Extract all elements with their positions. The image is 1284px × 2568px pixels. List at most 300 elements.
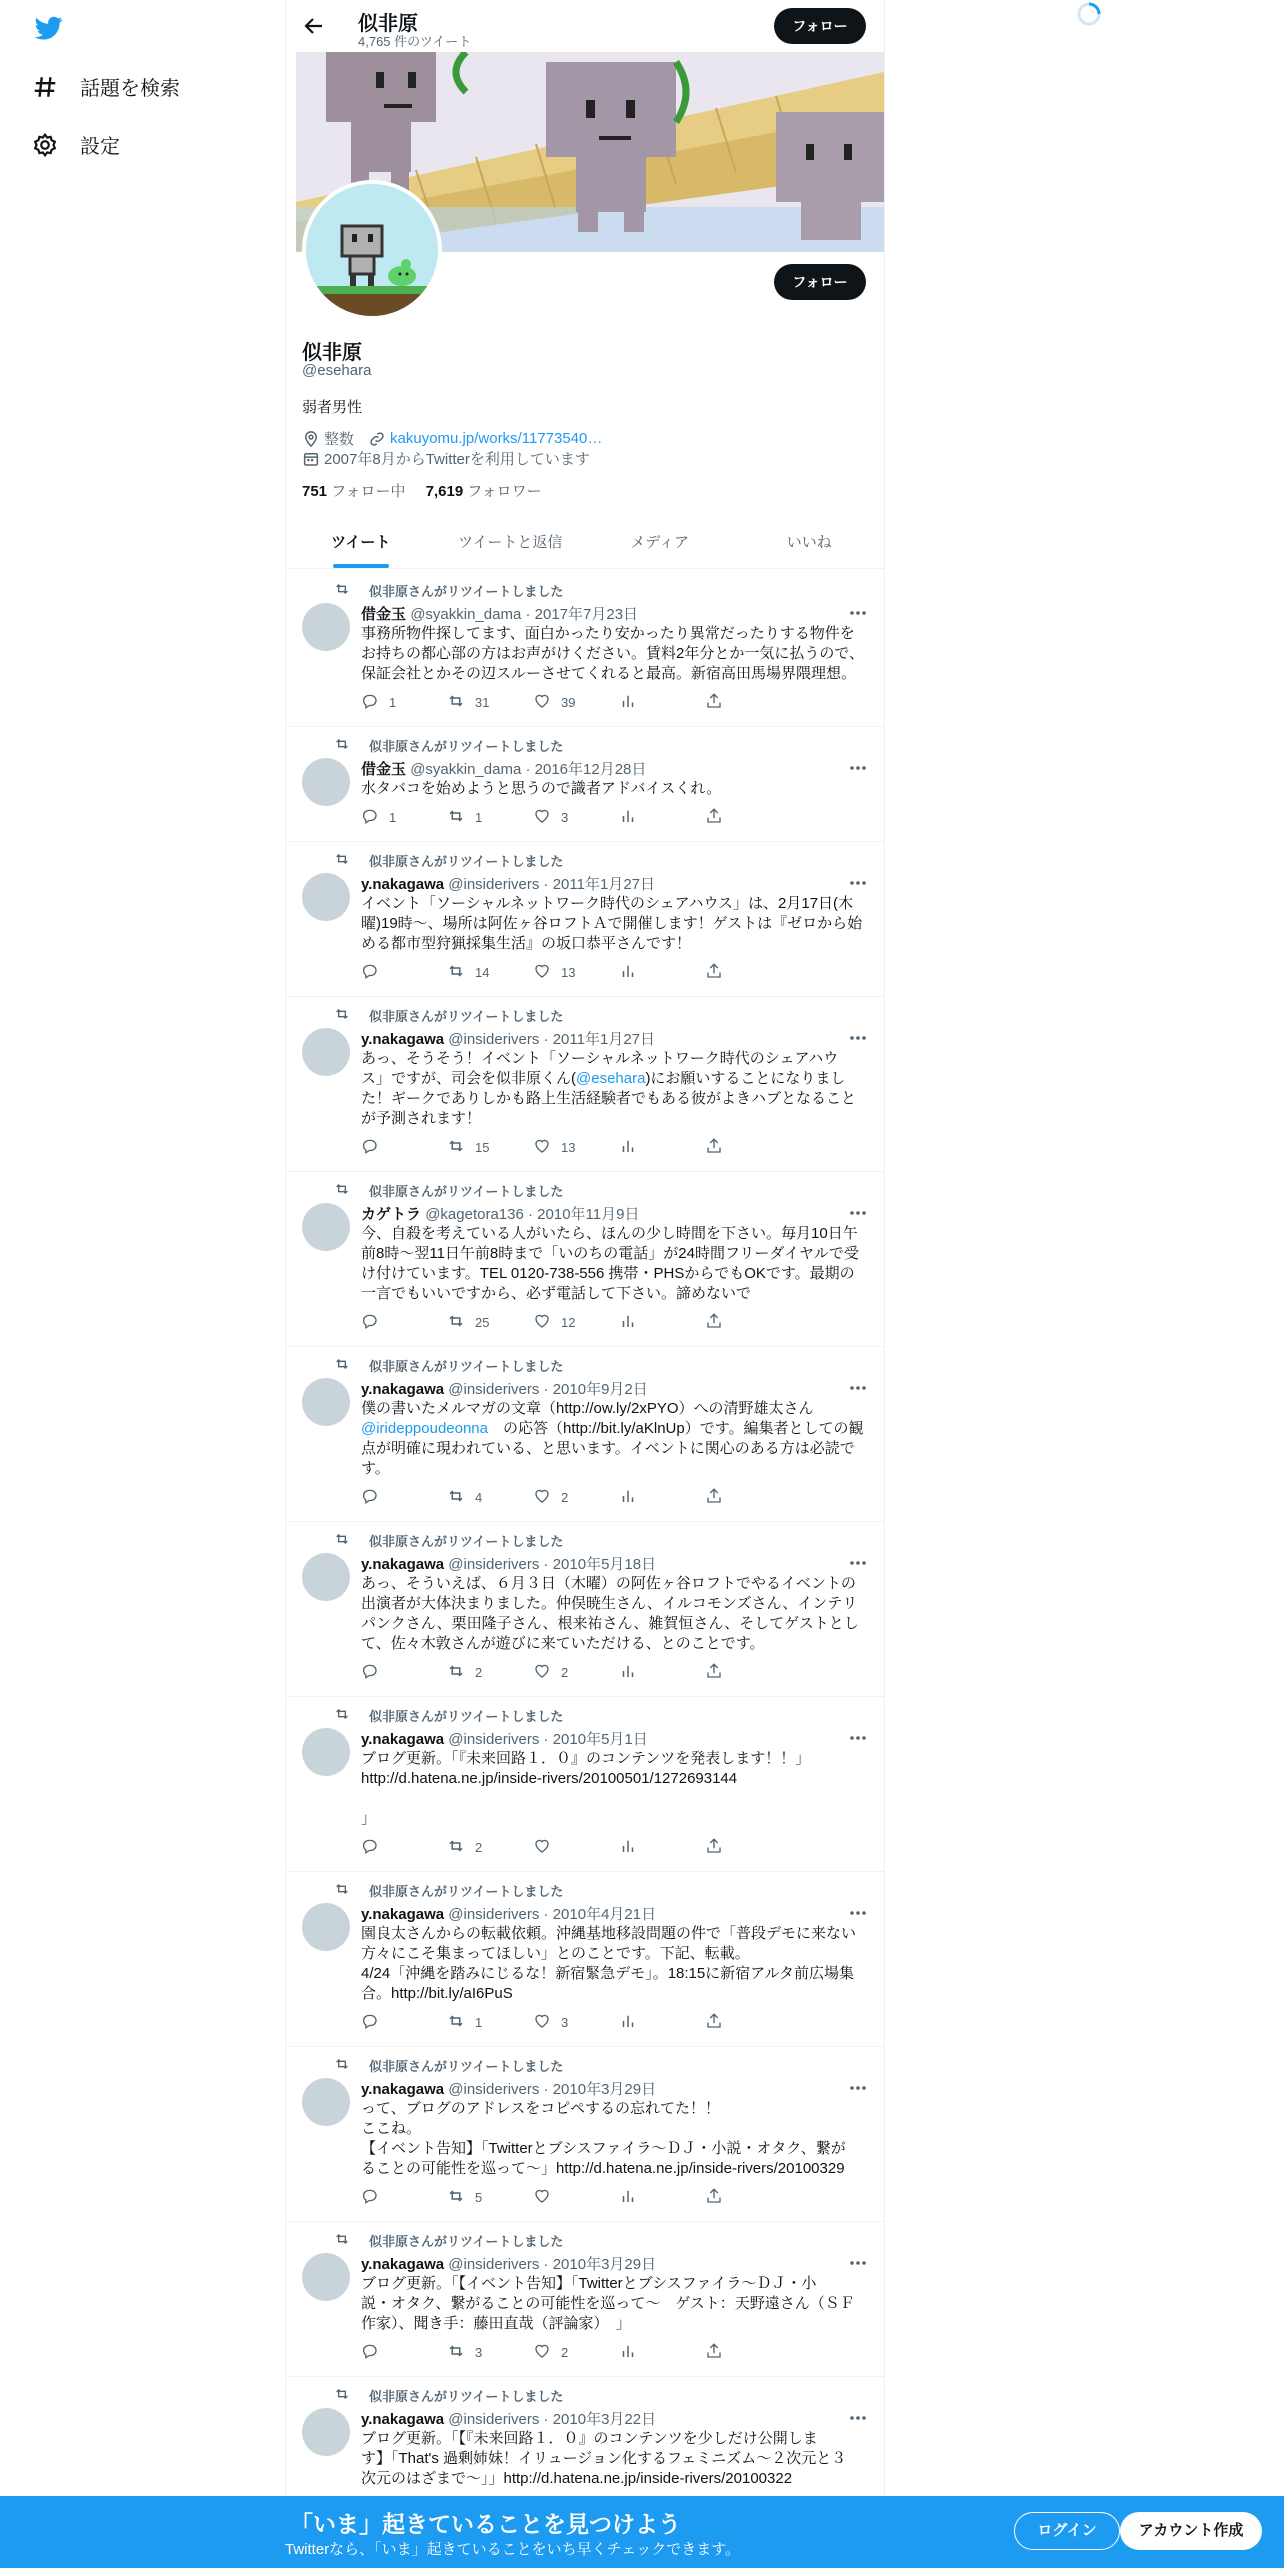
retweet-button[interactable] bbox=[447, 1312, 533, 1332]
tweet-text: ブログ更新。「【『未来回路１．０』のコンテンツを少しだけ公開しま す】「That's 過剰姉妹！イリュージョン化するフェミニズム～２次元と３ 次元のはざまで～」」http://d.hatena.ne.jp/inside-rivers/20100322 bbox=[361, 2430, 847, 2487]
tweet-avatar[interactable] bbox=[302, 1553, 350, 1601]
tweet[interactable] bbox=[286, 1172, 884, 1347]
analytics-icon bbox=[619, 2012, 637, 2033]
analytics-button[interactable] bbox=[619, 1137, 705, 1157]
retweet-label-text: 似非原さんがリツイートしました bbox=[369, 2234, 564, 2249]
main-column bbox=[285, 0, 885, 2568]
share-button[interactable] bbox=[705, 807, 791, 827]
reply-button[interactable] bbox=[361, 962, 447, 982]
more-options-icon[interactable] bbox=[848, 2253, 868, 2273]
retweet-count: 2 bbox=[475, 1664, 483, 1680]
tweet-author-name[interactable]: y.nakagawa bbox=[361, 2256, 445, 2273]
reply-icon bbox=[361, 1312, 379, 1333]
share-button[interactable] bbox=[705, 692, 791, 712]
profile-tabs bbox=[286, 516, 884, 569]
like-count: 13 bbox=[561, 964, 576, 980]
retweet-button[interactable] bbox=[447, 1137, 533, 1157]
reply-icon bbox=[361, 807, 379, 828]
tweet-author-handle[interactable]: @insiderivers bbox=[448, 876, 540, 893]
tweet-date[interactable]: 2010年11月9日 bbox=[537, 1206, 640, 1223]
reply-icon bbox=[361, 1662, 379, 1683]
tweet-avatar[interactable] bbox=[302, 1728, 350, 1776]
tweet-actions bbox=[361, 807, 791, 827]
retweet-count: 1 bbox=[475, 2014, 483, 2030]
reply-button[interactable] bbox=[361, 1662, 447, 1682]
share-icon bbox=[705, 1487, 723, 1508]
retweet-label bbox=[361, 851, 563, 870]
like-button[interactable] bbox=[533, 1487, 619, 1507]
analytics-icon bbox=[619, 962, 637, 983]
tweet-author-name[interactable]: y.nakagawa bbox=[361, 876, 445, 893]
followers-link[interactable] bbox=[426, 483, 542, 500]
tweet-date[interactable]: 2017年7月23日 bbox=[534, 606, 639, 623]
retweet-label bbox=[361, 1706, 563, 1725]
tab-tweets[interactable]: ツイート bbox=[286, 516, 436, 568]
tweet[interactable] bbox=[286, 997, 884, 1172]
following-count: 751 bbox=[302, 483, 328, 500]
tweet-actions bbox=[361, 962, 791, 982]
like-count: 2 bbox=[561, 1489, 569, 1505]
like-button[interactable] bbox=[533, 1312, 619, 1332]
heart-icon bbox=[533, 1312, 551, 1333]
heart-icon bbox=[533, 2342, 551, 2363]
profile-joined: 2007年8月からTwitterを利用しています bbox=[324, 451, 590, 468]
reply-button[interactable] bbox=[361, 2012, 447, 2032]
like-button[interactable] bbox=[533, 2342, 619, 2362]
tweet-date[interactable]: 2010年3月29日 bbox=[552, 2256, 657, 2273]
tweet-author-name[interactable]: 借金玉 bbox=[361, 761, 407, 778]
nav-settings[interactable] bbox=[32, 130, 120, 159]
retweet-count: 5 bbox=[475, 2189, 483, 2205]
analytics-button[interactable] bbox=[619, 2012, 705, 2032]
mention-link[interactable]: @irideppoudeonna bbox=[361, 1420, 488, 1437]
share-button[interactable] bbox=[705, 1487, 791, 1507]
tweet[interactable] bbox=[286, 1872, 884, 2047]
reply-button[interactable] bbox=[361, 1837, 447, 1857]
tweet-author-handle[interactable]: @insiderivers bbox=[448, 1906, 540, 1923]
tweet-author-handle[interactable]: @insiderivers bbox=[448, 1731, 540, 1748]
more-options-icon[interactable] bbox=[848, 2078, 868, 2098]
retweet-label-text: 似非原さんがリツイートしました bbox=[369, 584, 564, 599]
tweet-date[interactable]: 2011年1月27日 bbox=[552, 876, 656, 893]
tweet-date[interactable]: 2010年3月22日 bbox=[552, 2411, 657, 2428]
share-icon bbox=[705, 807, 723, 828]
retweet-count: 25 bbox=[475, 1314, 490, 1330]
twitter-logo-icon[interactable] bbox=[34, 14, 64, 42]
tweet-actions bbox=[361, 1837, 791, 1857]
tweet-author-name[interactable]: y.nakagawa bbox=[361, 1381, 445, 1398]
retweet-count: 4 bbox=[475, 1489, 483, 1505]
tweet-date[interactable]: 2010年5月18日 bbox=[552, 1556, 657, 1573]
like-button[interactable] bbox=[533, 692, 619, 712]
retweet-icon bbox=[447, 1837, 465, 1858]
more-options-icon[interactable] bbox=[848, 1378, 868, 1398]
share-button[interactable] bbox=[705, 1837, 791, 1857]
tweet-avatar[interactable] bbox=[302, 873, 350, 921]
share-icon bbox=[705, 1312, 723, 1333]
back-arrow-icon[interactable] bbox=[302, 14, 326, 38]
link-icon bbox=[368, 430, 386, 448]
retweet-label-text: 似非原さんがリツイートしました bbox=[369, 1184, 564, 1199]
tweet[interactable] bbox=[286, 2222, 884, 2377]
analytics-icon bbox=[619, 2187, 637, 2208]
more-options-icon[interactable] bbox=[848, 1553, 868, 1573]
tweet-text: 水タバコを始めようと思うので識者アドバイスくれ。 bbox=[361, 780, 722, 797]
tweet-avatar[interactable] bbox=[302, 2078, 350, 2126]
retweet-label-text: 似非原さんがリツイートしました bbox=[369, 739, 564, 754]
tweet-header: y.nakagawa @insiderivers · 2011年1月27日 bbox=[361, 876, 656, 893]
analytics-button[interactable] bbox=[619, 692, 705, 712]
share-button[interactable] bbox=[705, 2012, 791, 2032]
retweet-button[interactable] bbox=[447, 2187, 533, 2207]
retweet-label-text: 似非原さんがリツイートしました bbox=[369, 1009, 564, 1024]
tweet-avatar[interactable] bbox=[302, 2253, 350, 2301]
reply-icon bbox=[361, 2012, 379, 2033]
tweet-author-handle[interactable]: @insiderivers bbox=[448, 1556, 540, 1573]
like-count: 12 bbox=[561, 1314, 576, 1330]
heart-icon bbox=[533, 807, 551, 828]
retweet-icon bbox=[447, 2012, 465, 2033]
tweet-header: y.nakagawa @insiderivers · 2010年5月1日 bbox=[361, 1731, 648, 1748]
tweet-actions bbox=[361, 1662, 791, 1682]
tweet-header: 借金玉 @syakkin_dama · 2017年7月23日 bbox=[361, 606, 639, 623]
topbar-tweet-count: 4,765 件のツイート bbox=[358, 34, 472, 49]
reply-icon bbox=[361, 2342, 379, 2363]
tweet-date[interactable]: 2011年1月27日 bbox=[552, 1031, 656, 1048]
retweet-icon bbox=[447, 1487, 465, 1508]
tab-tweets-and-replies[interactable]: ツイートと返信 bbox=[458, 534, 563, 551]
share-icon bbox=[705, 1662, 723, 1683]
tweet-text: って、ブログのアドレスをコピペするの忘れてた！！ ここね。 【イベント告知】「Twitterとブシスファイラ～ＤＪ・小説・オタク、繋が ることの可能性を巡って～」http://d.hatena.ne.jp/inside-rivers/20100329 bbox=[361, 2100, 846, 2177]
profile-follow-button[interactable]: フォロー bbox=[774, 264, 866, 300]
profile-avatar[interactable] bbox=[302, 180, 442, 320]
tweet-author-name[interactable]: y.nakagawa bbox=[361, 1556, 445, 1573]
signup-banner-subtitle: Twitterなら、「いま」起きていることをいち早くチェックできます。 bbox=[285, 2541, 741, 2558]
reply-button[interactable] bbox=[361, 807, 447, 827]
tweet-avatar[interactable] bbox=[302, 603, 350, 651]
analytics-button[interactable] bbox=[619, 1312, 705, 1332]
retweet-label-text: 似非原さんがリツイートしました bbox=[369, 2059, 564, 2074]
heart-icon bbox=[533, 692, 551, 713]
tab-likes[interactable]: いいね bbox=[786, 534, 832, 551]
like-button[interactable] bbox=[533, 2012, 619, 2032]
reply-count: 1 bbox=[389, 694, 397, 710]
profile-handle: @esehara bbox=[302, 362, 372, 379]
more-options-icon[interactable] bbox=[848, 1728, 868, 1748]
share-icon bbox=[705, 2012, 723, 2033]
more-options-icon[interactable] bbox=[848, 1203, 868, 1223]
retweet-count: 2 bbox=[475, 1839, 483, 1855]
tweet-text: 今、自殺を考えている人がいたら、ほんの少し時間を下さい。毎月10日午 前8時～翌11日午前8時まで「いのちの電話」が24時間フリーダイヤルで受 け付けています。TEL 0120-738-556 携帯・PHSからでもOKです。最期の 一言でもいいですから、必ず電話して下さい。諦めないで bbox=[361, 1225, 859, 1302]
retweet-button[interactable] bbox=[447, 1487, 533, 1507]
reply-icon bbox=[361, 1837, 379, 1858]
retweet-icon bbox=[447, 2187, 465, 2208]
retweet-label-text: 似非原さんがリツイートしました bbox=[369, 854, 564, 869]
tweet-author-name[interactable]: y.nakagawa bbox=[361, 1031, 445, 1048]
nav-settings-label: 設定 bbox=[80, 136, 120, 158]
heart-icon bbox=[533, 1137, 551, 1158]
tweet-actions bbox=[361, 2187, 791, 2207]
analytics-icon bbox=[619, 1137, 637, 1158]
tweet-text: 僕の書いたメルマガの文章（http://ow.ly/2xPYO）への清野雄太さん @irideppoudeonna の応答（http://bit.ly/aKlnUp）です。編集者としての観 点が明確に現われている、と思います。イベントに関心のある方は必読で す。 bbox=[361, 1400, 864, 1477]
analytics-button[interactable] bbox=[619, 1662, 705, 1682]
tweet-header: y.nakagawa @insiderivers · 2011年1月27日 bbox=[361, 1031, 656, 1048]
mention-link[interactable]: @esehara bbox=[576, 1070, 646, 1087]
retweet-button[interactable] bbox=[447, 2342, 533, 2362]
share-button[interactable] bbox=[705, 2342, 791, 2362]
signup-banner-title: 「いま」起きていることを見つけよう bbox=[290, 2511, 681, 2537]
like-count: 3 bbox=[561, 2014, 569, 2030]
tweet[interactable] bbox=[286, 1347, 884, 1522]
retweet-label bbox=[361, 1006, 563, 1025]
tweet-author-name[interactable]: y.nakagawa bbox=[361, 2081, 445, 2098]
tweet-date[interactable]: 2010年4月21日 bbox=[552, 1906, 657, 1923]
like-button[interactable] bbox=[533, 1837, 619, 1857]
retweet-count: 15 bbox=[475, 1139, 490, 1155]
profile-name: 似非原 bbox=[302, 342, 362, 364]
reply-icon bbox=[361, 1137, 379, 1158]
heart-icon bbox=[533, 1662, 551, 1683]
retweet-label bbox=[361, 1181, 563, 1200]
tweet-avatar[interactable] bbox=[302, 1028, 350, 1076]
signup-button[interactable]: アカウント作成 bbox=[1120, 2512, 1262, 2550]
share-button[interactable] bbox=[705, 962, 791, 982]
analytics-icon bbox=[619, 807, 637, 828]
retweet-label-text: 似非原さんがリツイートしました bbox=[369, 2389, 564, 2404]
tweet-header: y.nakagawa @insiderivers · 2010年9月2日 bbox=[361, 1381, 648, 1398]
profile-meta-row bbox=[302, 428, 602, 449]
retweet-icon bbox=[447, 692, 465, 713]
tweet-author-handle[interactable]: @insiderivers bbox=[448, 1381, 540, 1398]
tweet[interactable] bbox=[286, 572, 884, 727]
analytics-button[interactable] bbox=[619, 2342, 705, 2362]
retweet-icon bbox=[447, 2342, 465, 2363]
tweet-text: イベント「ソーシャルネットワーク時代のシェアハウス」は、2月17日(木 曜)19時〜、場所は阿佐ヶ谷ロフトＡで開催します！ゲストは『ゼロから始 める都市型狩猟採集生活』の坂口恭平さんです！ bbox=[361, 895, 863, 952]
heart-icon bbox=[533, 2012, 551, 2033]
followers-label: フォロワー bbox=[467, 483, 542, 500]
tweet-author-name[interactable]: y.nakagawa bbox=[361, 1906, 445, 1923]
followers-count: 7,619 bbox=[425, 483, 464, 500]
tweet-avatar[interactable] bbox=[302, 1378, 350, 1426]
nav-explore[interactable] bbox=[32, 72, 180, 101]
retweet-label bbox=[361, 1531, 563, 1550]
tweet-text: ブログ更新。「『未来回路１．０』のコンテンツを発表します！！」 http://d.hatena.ne.jp/inside-rivers/20100501/1272693144 」 bbox=[361, 1750, 811, 1827]
more-options-icon[interactable] bbox=[848, 873, 868, 893]
more-options-icon[interactable] bbox=[848, 2408, 868, 2428]
retweet-count: 31 bbox=[475, 694, 490, 710]
reply-button[interactable] bbox=[361, 1487, 447, 1507]
tweet-avatar[interactable] bbox=[302, 1203, 350, 1251]
more-options-icon[interactable] bbox=[848, 603, 868, 623]
location-pin-icon bbox=[302, 430, 320, 448]
retweet-label bbox=[361, 736, 563, 755]
retweet-label bbox=[361, 1881, 563, 1900]
like-count: 39 bbox=[561, 694, 576, 710]
profile-follow-counts bbox=[302, 480, 542, 501]
heart-icon bbox=[533, 2187, 551, 2208]
tweet-header: y.nakagawa @insiderivers · 2010年3月29日 bbox=[361, 2256, 657, 2273]
tweet-header: y.nakagawa @insiderivers · 2010年3月29日 bbox=[361, 2081, 657, 2098]
retweet-count: 14 bbox=[475, 964, 490, 980]
topbar-follow-button[interactable]: フォロー bbox=[774, 8, 866, 44]
tweet-header: 借金玉 @syakkin_dama · 2016年12月28日 bbox=[361, 761, 647, 778]
retweet-label bbox=[361, 1356, 563, 1375]
analytics-button[interactable] bbox=[619, 1487, 705, 1507]
retweet-label-text: 似非原さんがリツイートしました bbox=[369, 1884, 564, 1899]
retweet-button[interactable] bbox=[447, 692, 533, 712]
login-button[interactable]: ログイン bbox=[1014, 2512, 1120, 2550]
retweet-count: 3 bbox=[475, 2344, 483, 2360]
tab-media[interactable]: メディア bbox=[630, 534, 690, 551]
share-icon bbox=[705, 962, 723, 983]
heart-icon bbox=[533, 1837, 551, 1858]
analytics-icon bbox=[619, 1837, 637, 1858]
like-count: 13 bbox=[561, 1139, 576, 1155]
tweet-author-name[interactable]: 借金玉 bbox=[361, 606, 407, 623]
reply-button[interactable] bbox=[361, 2342, 447, 2362]
more-options-icon[interactable] bbox=[848, 1028, 868, 1048]
profile-joined-row bbox=[302, 448, 590, 469]
retweet-label bbox=[361, 2386, 563, 2405]
tweet-actions bbox=[361, 2342, 791, 2362]
retweet-label-text: 似非原さんがリツイートしました bbox=[369, 1534, 564, 1549]
gear-icon bbox=[32, 132, 58, 158]
reply-button[interactable] bbox=[361, 2187, 447, 2207]
tweet-author-handle[interactable]: @insiderivers bbox=[448, 2256, 540, 2273]
tweet-actions bbox=[361, 1137, 791, 1157]
heart-icon bbox=[533, 1487, 551, 1508]
retweet-icon bbox=[447, 962, 465, 983]
tweet-date[interactable]: 2010年5月1日 bbox=[552, 1731, 648, 1748]
retweet-button[interactable] bbox=[447, 807, 533, 827]
tweet-actions bbox=[361, 1487, 791, 1507]
reply-icon bbox=[361, 692, 379, 713]
reply-icon bbox=[361, 2187, 379, 2208]
profile-url-link[interactable]: kakuyomu.jp/works/11773540… bbox=[390, 430, 603, 447]
reply-button[interactable] bbox=[361, 692, 447, 712]
tweet[interactable] bbox=[286, 842, 884, 997]
following-link[interactable] bbox=[302, 483, 405, 500]
following-label: フォロー中 bbox=[331, 483, 406, 500]
tweet-avatar[interactable] bbox=[302, 758, 350, 806]
share-button[interactable] bbox=[705, 1662, 791, 1682]
analytics-icon bbox=[619, 1487, 637, 1508]
tweet-header: y.nakagawa @insiderivers · 2010年3月22日 bbox=[361, 2411, 657, 2428]
like-button[interactable] bbox=[533, 1137, 619, 1157]
like-button[interactable] bbox=[533, 1662, 619, 1682]
tweet-author-name[interactable]: カゲトラ bbox=[361, 1206, 422, 1223]
tweet-text: 事務所物件探してます、面白かったり安かったり異常だったりする物件を お持ちの都心部の方はお声がけください。賃料2年分とか一気に払うので、 保証会社とかその辺スルーさせてくれると最高。新宿高田馬場界隈理想。 bbox=[361, 625, 865, 682]
tweet-author-handle[interactable]: @insiderivers bbox=[448, 2081, 540, 2098]
retweet-button[interactable] bbox=[447, 2012, 533, 2032]
retweet-label bbox=[361, 581, 563, 600]
tweet-author-handle[interactable]: @syakkin_dama bbox=[410, 606, 522, 623]
reply-count: 1 bbox=[389, 809, 397, 825]
tweet-text: あっ、そうそう！イベント「ソーシャルネットワーク時代のシェアハウ ス」ですが、司会を似非原くん(@esehara)にお願いすることになりまし た！ギークでありしかも路上生活経験者でもある彼がよきハブとなること が予測されます！ bbox=[361, 1050, 857, 1127]
like-count: 2 bbox=[561, 2344, 569, 2360]
more-options-icon[interactable] bbox=[848, 758, 868, 778]
reply-icon bbox=[361, 962, 379, 983]
tweet[interactable] bbox=[286, 2047, 884, 2222]
more-options-icon[interactable] bbox=[848, 1903, 868, 1923]
analytics-icon bbox=[619, 1312, 637, 1333]
tweet-header: カゲトラ @kagetora136 · 2010年11月9日 bbox=[361, 1206, 640, 1223]
share-icon bbox=[705, 692, 723, 713]
tweet[interactable] bbox=[286, 1522, 884, 1697]
profile-topbar bbox=[286, 0, 884, 52]
share-icon bbox=[705, 2342, 723, 2363]
share-button[interactable] bbox=[705, 1137, 791, 1157]
tweet-author-handle[interactable]: @syakkin_dama bbox=[410, 761, 522, 778]
topbar-name: 似非原 bbox=[358, 13, 418, 35]
analytics-icon bbox=[619, 692, 637, 713]
share-button[interactable] bbox=[705, 1312, 791, 1332]
like-count: 2 bbox=[561, 1664, 569, 1680]
tweet-header: y.nakagawa @insiderivers · 2010年4月21日 bbox=[361, 1906, 657, 1923]
tweet-author-name[interactable]: y.nakagawa bbox=[361, 1731, 445, 1748]
reply-icon bbox=[361, 1487, 379, 1508]
retweet-icon bbox=[447, 1662, 465, 1683]
profile-bio: 弱者男性 bbox=[302, 399, 363, 416]
tweet-author-handle[interactable]: @kagetora136 bbox=[425, 1206, 524, 1223]
analytics-icon bbox=[619, 1662, 637, 1683]
like-button[interactable] bbox=[533, 962, 619, 982]
tweet-avatar[interactable] bbox=[302, 1903, 350, 1951]
nav-explore-label: 話題を検索 bbox=[80, 78, 180, 100]
tweet-avatar[interactable] bbox=[302, 2408, 350, 2456]
analytics-button[interactable] bbox=[619, 807, 705, 827]
tweet-date[interactable]: 2010年3月29日 bbox=[552, 2081, 657, 2098]
tweet-text: あっ、そういえば、６月３日（木曜）の阿佐ヶ谷ロフトでやるイベントの 出演者が大体決まりました。仲俣暁生さん、イルコモンズさん、インテリ パンクさん、栗田隆子さん、根来祐さん、雑賀恒さん、そしてゲストとし て、佐々木敦さんが遊びに来ていただける、とのことです。 bbox=[361, 1575, 859, 1652]
tweet[interactable] bbox=[286, 727, 884, 842]
retweet-icon bbox=[447, 1312, 465, 1333]
retweet-icon bbox=[447, 1137, 465, 1158]
retweet-label-text: 似非原さんがリツイートしました bbox=[369, 1709, 564, 1724]
like-button[interactable] bbox=[533, 807, 619, 827]
tweet-actions bbox=[361, 2012, 791, 2032]
loading-spinner-icon bbox=[1074, 1, 1104, 27]
retweet-count: 1 bbox=[475, 809, 483, 825]
tweet[interactable] bbox=[286, 1697, 884, 1872]
analytics-button[interactable] bbox=[619, 962, 705, 982]
tweet-author-handle[interactable]: @insiderivers bbox=[448, 2411, 540, 2428]
analytics-button[interactable] bbox=[619, 2187, 705, 2207]
tweet-author-name[interactable]: y.nakagawa bbox=[361, 2411, 445, 2428]
tweet-text: ブログ更新。「【イベント告知】「Twitterとブシスファイラ～ＤＪ・小 説・オタク、繋がることの可能性を巡って～ ゲスト：天野遠さん（ＳＦ 作家）、聞き手：藤田直哉（評論家） 」 bbox=[361, 2275, 855, 2332]
share-button[interactable] bbox=[705, 2187, 791, 2207]
profile-location: 整数 bbox=[324, 431, 355, 448]
analytics-button[interactable] bbox=[619, 1837, 705, 1857]
tweet-date[interactable]: 2016年12月28日 bbox=[534, 761, 647, 778]
retweet-label bbox=[361, 2056, 563, 2075]
reply-button[interactable] bbox=[361, 1312, 447, 1332]
share-icon bbox=[705, 1837, 723, 1858]
retweet-label-text: 似非原さんがリツイートしました bbox=[369, 1359, 564, 1374]
retweet-button[interactable] bbox=[447, 962, 533, 982]
tweet-date[interactable]: 2010年9月2日 bbox=[552, 1381, 648, 1398]
like-button[interactable] bbox=[533, 2187, 619, 2207]
share-icon bbox=[705, 1137, 723, 1158]
tweet-actions bbox=[361, 1312, 791, 1332]
retweet-button[interactable] bbox=[447, 1837, 533, 1857]
signup-banner bbox=[0, 2496, 1284, 2568]
analytics-icon bbox=[619, 2342, 637, 2363]
reply-button[interactable] bbox=[361, 1137, 447, 1157]
retweet-button[interactable] bbox=[447, 1662, 533, 1682]
tweet-actions bbox=[361, 692, 791, 712]
like-count: 3 bbox=[561, 809, 569, 825]
tweet-author-handle[interactable]: @insiderivers bbox=[448, 1031, 540, 1048]
